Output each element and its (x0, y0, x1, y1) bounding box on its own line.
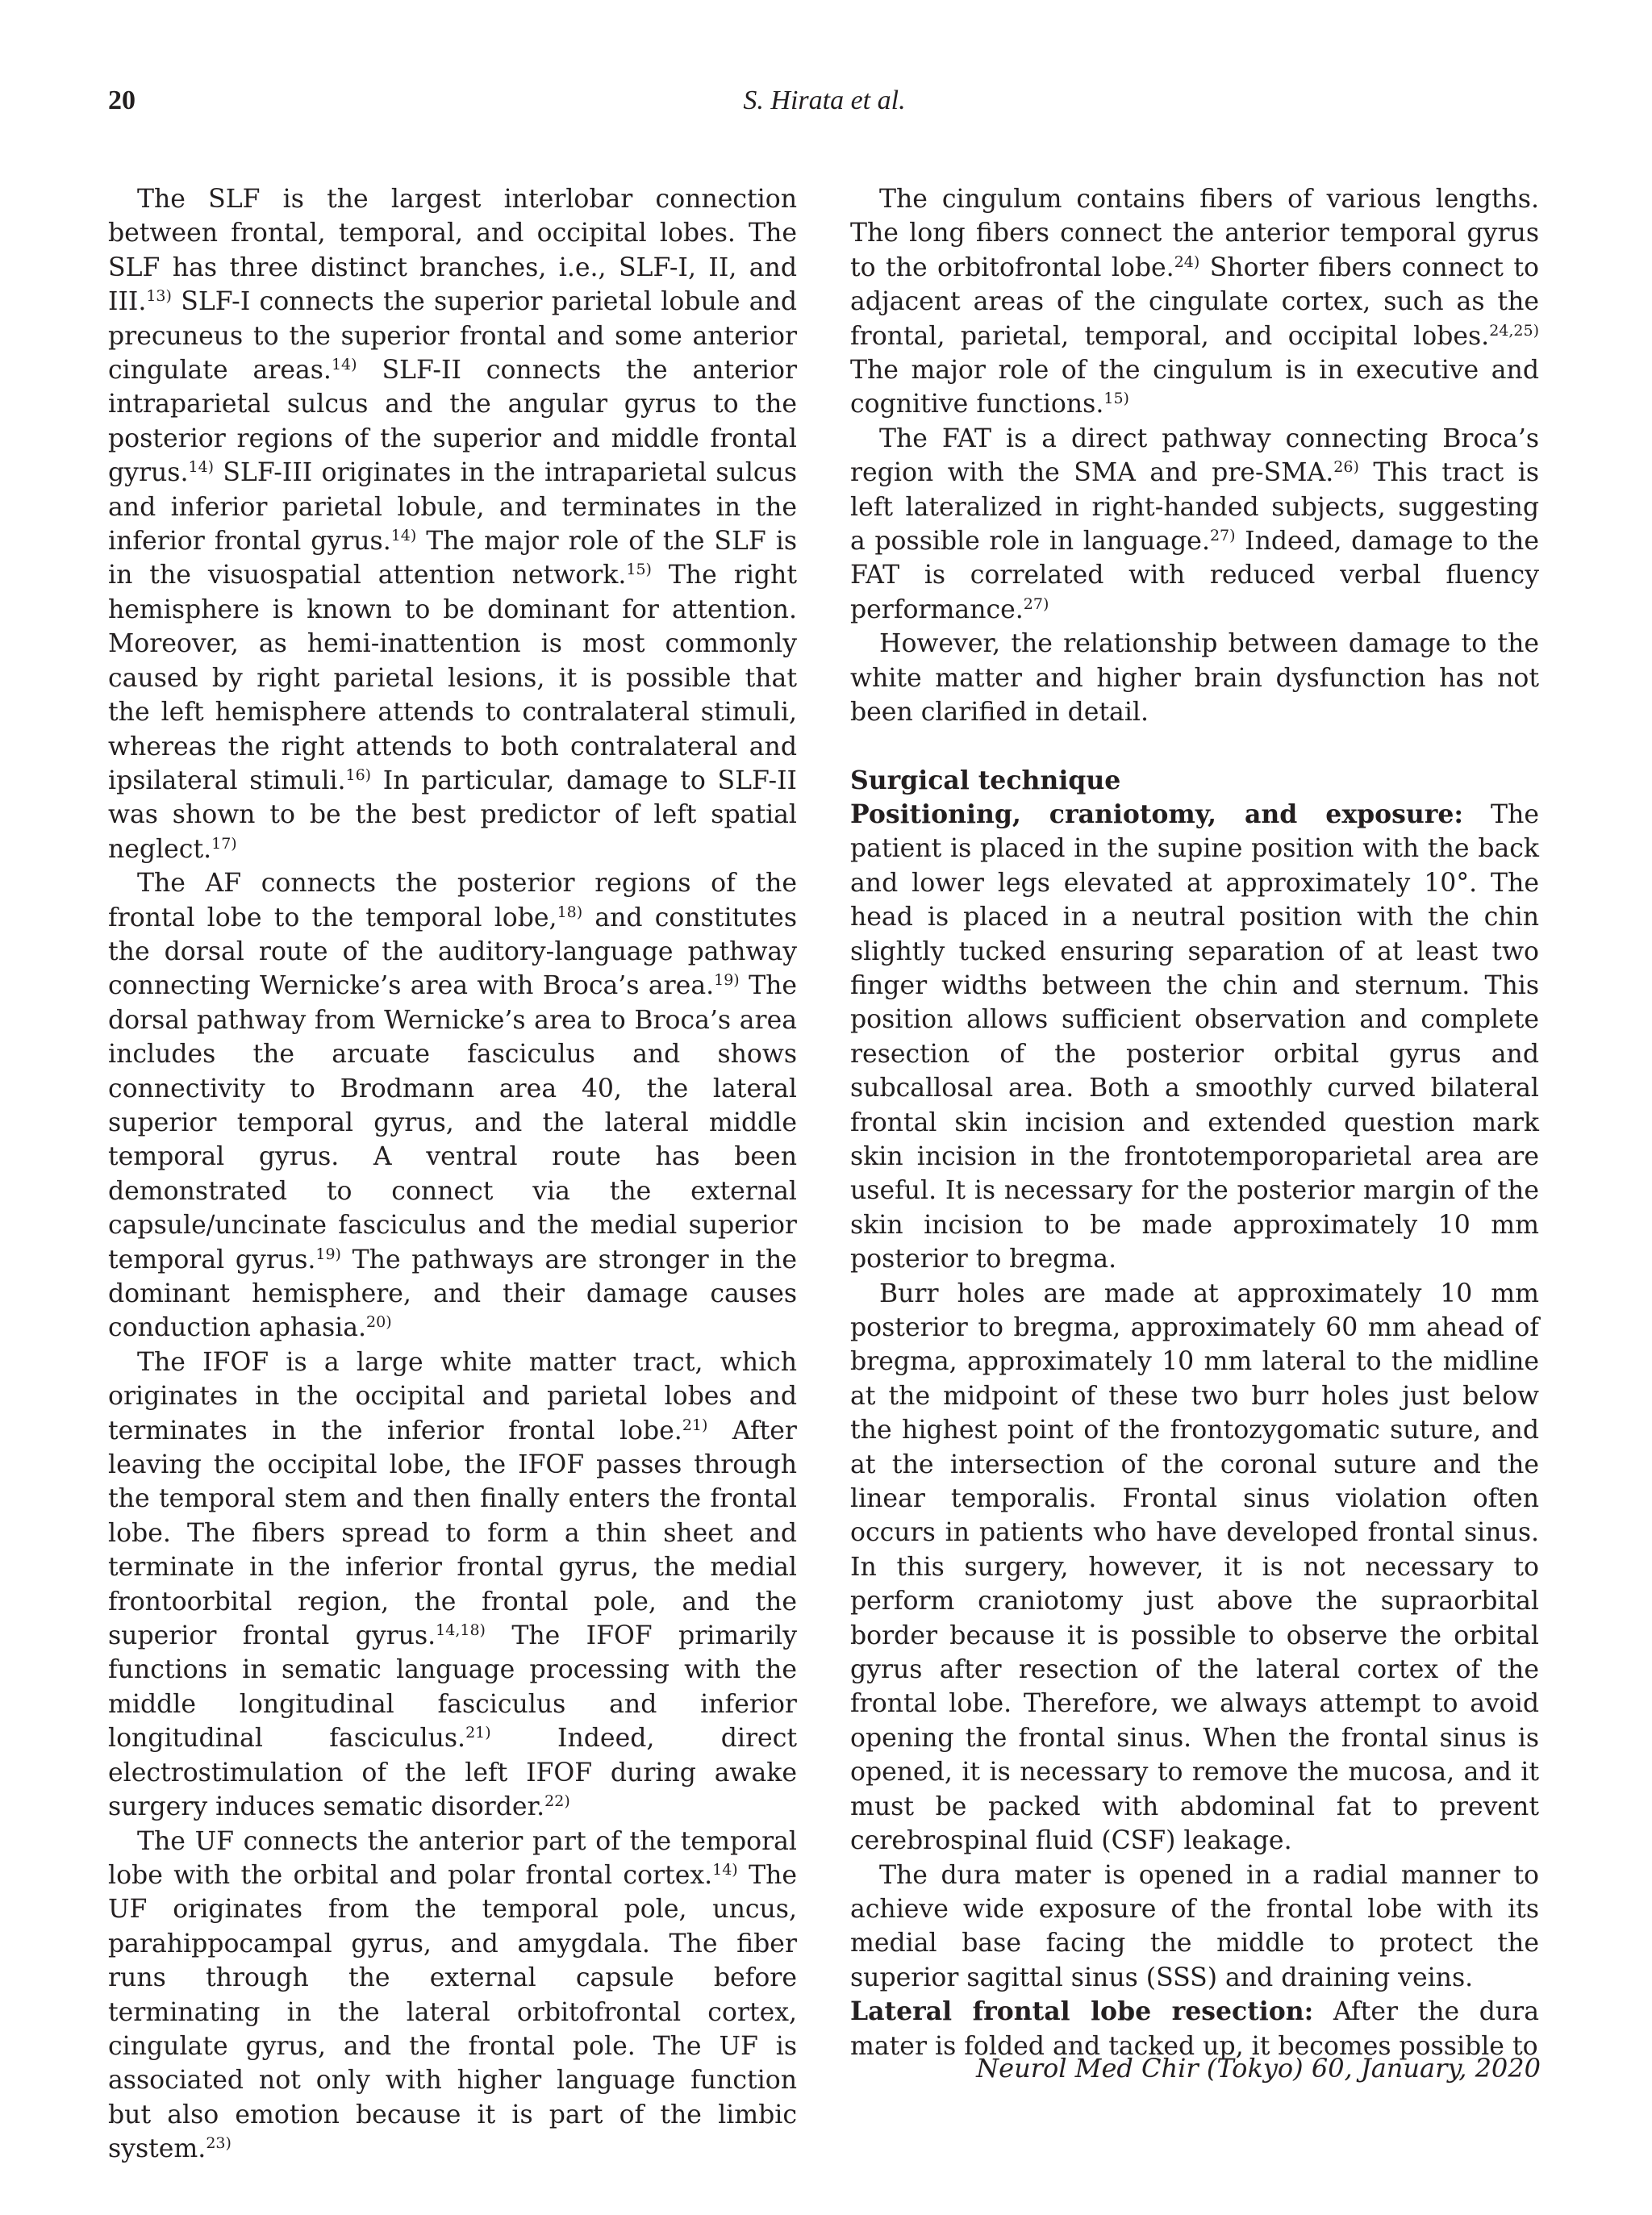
ref: 20) (366, 1313, 392, 1332)
paragraph-however: However, the relationship between damage to the white matter and higher brain dysfunction has not been clarified in detail. (850, 629, 1539, 728)
ref: 15) (626, 561, 652, 579)
paragraph-slf: The SLF is the largest interlobar connection between frontal, temporal, and occipital lobes. The SLF has three distinct branches, i.e., SLF-I, II, and III.$^{13)}$ SLF-I connects the superior parietal lobule and precuneus to the superior frontal and some anterior cingulate areas.$^{14)}$ SLF-II connects the anterior intraparietal sulcus and the angular gyrus to the posterior regions of the superior and middle frontal gyrus.$^{14)}$ SLF-III originates in the intraparietal sulcus and inferior parietal lobule, and terminates in the inferior frontal gyrus.$^{14)}$ The major role of the SLF is in the visuospatial attention network.$^{15)}$ The right hemisphere is known to be dominant for attention. Moreover, as hemi-inattention is most commonly caused by right parietal lesions, it is possible that the left hemisphere attends to contralateral stimuli, whereas the right attends to both contralateral and ipsilateral stimuli.$^{16)}$ In particular, damage to SLF-II was shown to be the best predictor of left spatial neglect.$^{17)}$ (108, 185, 798, 864)
ref: 14) (331, 356, 357, 374)
page-header (108, 86, 1541, 124)
ref: 27) (1209, 527, 1236, 545)
ref: 19) (315, 1245, 341, 1263)
ref: 13) (146, 287, 172, 306)
paragraph-positioning: Positioning, craniotomy, and exposure: The patient is placed in the supine position with the back and lower legs elevated at approximately 10°. The head is placed in a neutral position with the chin slightly tucked ensuring separation of at least two finger widths between the chin and sternum. This position allows sufficient observation and complete resection of the posterior orbital gyrus and subcallosal area. Both a smoothly curved bilateral frontal skin incision and extended question mark skin incision in the frontotemporoparietal area are useful. It is necessary for the posterior margin of the skin incision to be made approximately 10 mm posterior to bregma. (850, 799, 1539, 1274)
ref: 22) (544, 1792, 570, 1811)
ref: 17) (211, 834, 237, 853)
runin-heading: Lateral frontal lobe resection: (850, 1996, 1314, 2027)
paragraph-lateral-resection: Lateral frontal lobe resection: After the dura mater is folded and tacked up, it becomes possible to (850, 1996, 1539, 2061)
paragraph-dura: The dura mater is opened in a radial manner to achieve wide exposure of the frontal lobe with its medial base facing the middle to protect the superior sagittal sinus (SSS) and draining veins. (850, 1860, 1539, 1992)
ref: 21) (682, 1416, 708, 1434)
ref: 14,18) (436, 1621, 486, 1640)
paragraph-uf: The UF connects the anterior part of the temporal lobe with the orbital and polar frontal cortex.$^{14)}$ The UF originates from the temporal pole, uncus, parahippocampal gyrus, and amygdala. The fiber runs through the external capsule before terminating in the lateral orbitofrontal cortex, cingulate gyrus, and the frontal pole. The UF is associated not only with higher language function but also emotion because it is part of the limbic system.$^{23)}$ (108, 1826, 798, 2164)
paragraph-af: The AF connects the posterior regions of the frontal lobe to the temporal lobe,$^{18)}$ and constitutes the dorsal route of the auditory-language pathway connecting Wernicke’s area with Broca’s area.$^{19)}$ The dorsal pathway from Wernicke’s area to Broca’s area includes the arcuate fasciculus and shows connectivity to Brodmann area 40, the lateral superior temporal gyrus, and the lateral middle temporal gyrus. A ventral route has been demonstrated to connect via the external capsule/uncinate fasciculus and the medial superior temporal gyrus.$^{19)}$ The pathways are stronger in the dominant hemisphere, and their damage causes conduction aphasia.$^{20)}$ (108, 869, 798, 1343)
ref: 21) (465, 1724, 491, 1742)
page-number: 20 (108, 86, 136, 115)
ref: 27) (1023, 594, 1049, 613)
ref: 24,25) (1489, 321, 1539, 340)
journal-footer: Neurol Med Chir (Tokyo) 60, January, 2020 (976, 2053, 1541, 2084)
section-heading: Surgical technique (850, 765, 1121, 795)
ref: 18) (557, 903, 583, 921)
ref: 14) (712, 1860, 738, 1879)
paragraph-ifof: The IFOF is a large white matter tract, which originates in the occipital and parietal lobes and terminates in the inferior frontal lobe.$^{21)}$ After leaving the occipital lobe, the IFOF passes through the temporal stem and then finally enters the frontal lobe. The fibers spread to form a thin sheet and terminate in the inferior frontal gyrus, the medial frontoorbital region, the frontal pole, and the superior frontal gyrus.$^{14,18)}$ The IFOF primarily functions in sematic language processing with the middle longitudinal fasciculus and inferior longitudinal fasciculus.$^{21)}$ Indeed, direct electrostimulation of the left IFOF during awake surgery induces sematic disorder.$^{22)}$ (108, 1347, 797, 1822)
paragraph-cingulum: The cingulum contains fibers of various lengths. The long fibers connect the anterior temporal gyrus to the orbitofrontal lobe.$^{24)}$ Shorter fibers connect to adjacent areas of the cingulate cortex, such as the frontal, parietal, temporal, and occipital lobes.$^{24,25)}$ The major role of the cingulum is in executive and cognitive functions.$^{15)}$ (850, 185, 1539, 419)
ref: 24) (1174, 252, 1200, 271)
ref: 14) (188, 458, 215, 477)
section-spacer (850, 730, 1539, 764)
runin-heading: Positioning, craniotomy, and exposure: (850, 799, 1464, 829)
ref: 15) (1103, 390, 1129, 408)
left-column (108, 182, 797, 2167)
ref: 19) (714, 971, 740, 990)
running-head: S. Hirata et al. (743, 86, 906, 115)
ref: 23) (206, 2134, 232, 2153)
ref: 16) (345, 765, 372, 784)
right-column (850, 182, 1539, 2063)
ref: 26) (1333, 458, 1359, 477)
ref: 14) (390, 527, 417, 545)
paragraph-burr-holes: Burr holes are made at approximately 10 mm posterior to bregma, approximately 60 mm ahead of bregma, approximately 10 mm lateral to the midline at the midpoint of these two burr holes just below the highest point of the frontozygomatic suture, and at the intersection of the coronal suture and the linear temporalis. Frontal sinus violation often occurs in patients who have developed frontal sinus. In this surgery, however, it is not necessary to perform craniotomy just above the supraorbital border because it is possible to observe the orbital gyrus after resection of the lateral cortex of the frontal lobe. Therefore, we always attempt to avoid opening the frontal sinus. When the frontal sinus is opened, it is necessary to remove the mucosa, and it must be packed with abdominal fat to prevent cerebrospinal fluid (CSF) leakage. (850, 1279, 1539, 1856)
paragraph-fat: The FAT is a direct pathway connecting Broca’s region with the SMA and pre-SMA.$^{26)}$ This tract is left lateralized in right-handed subjects, suggesting a possible role in language.$^{27)}$ Indeed, damage to the FAT is correlated with reduced verbal fluency performance.$^{27)}$ (850, 423, 1539, 624)
